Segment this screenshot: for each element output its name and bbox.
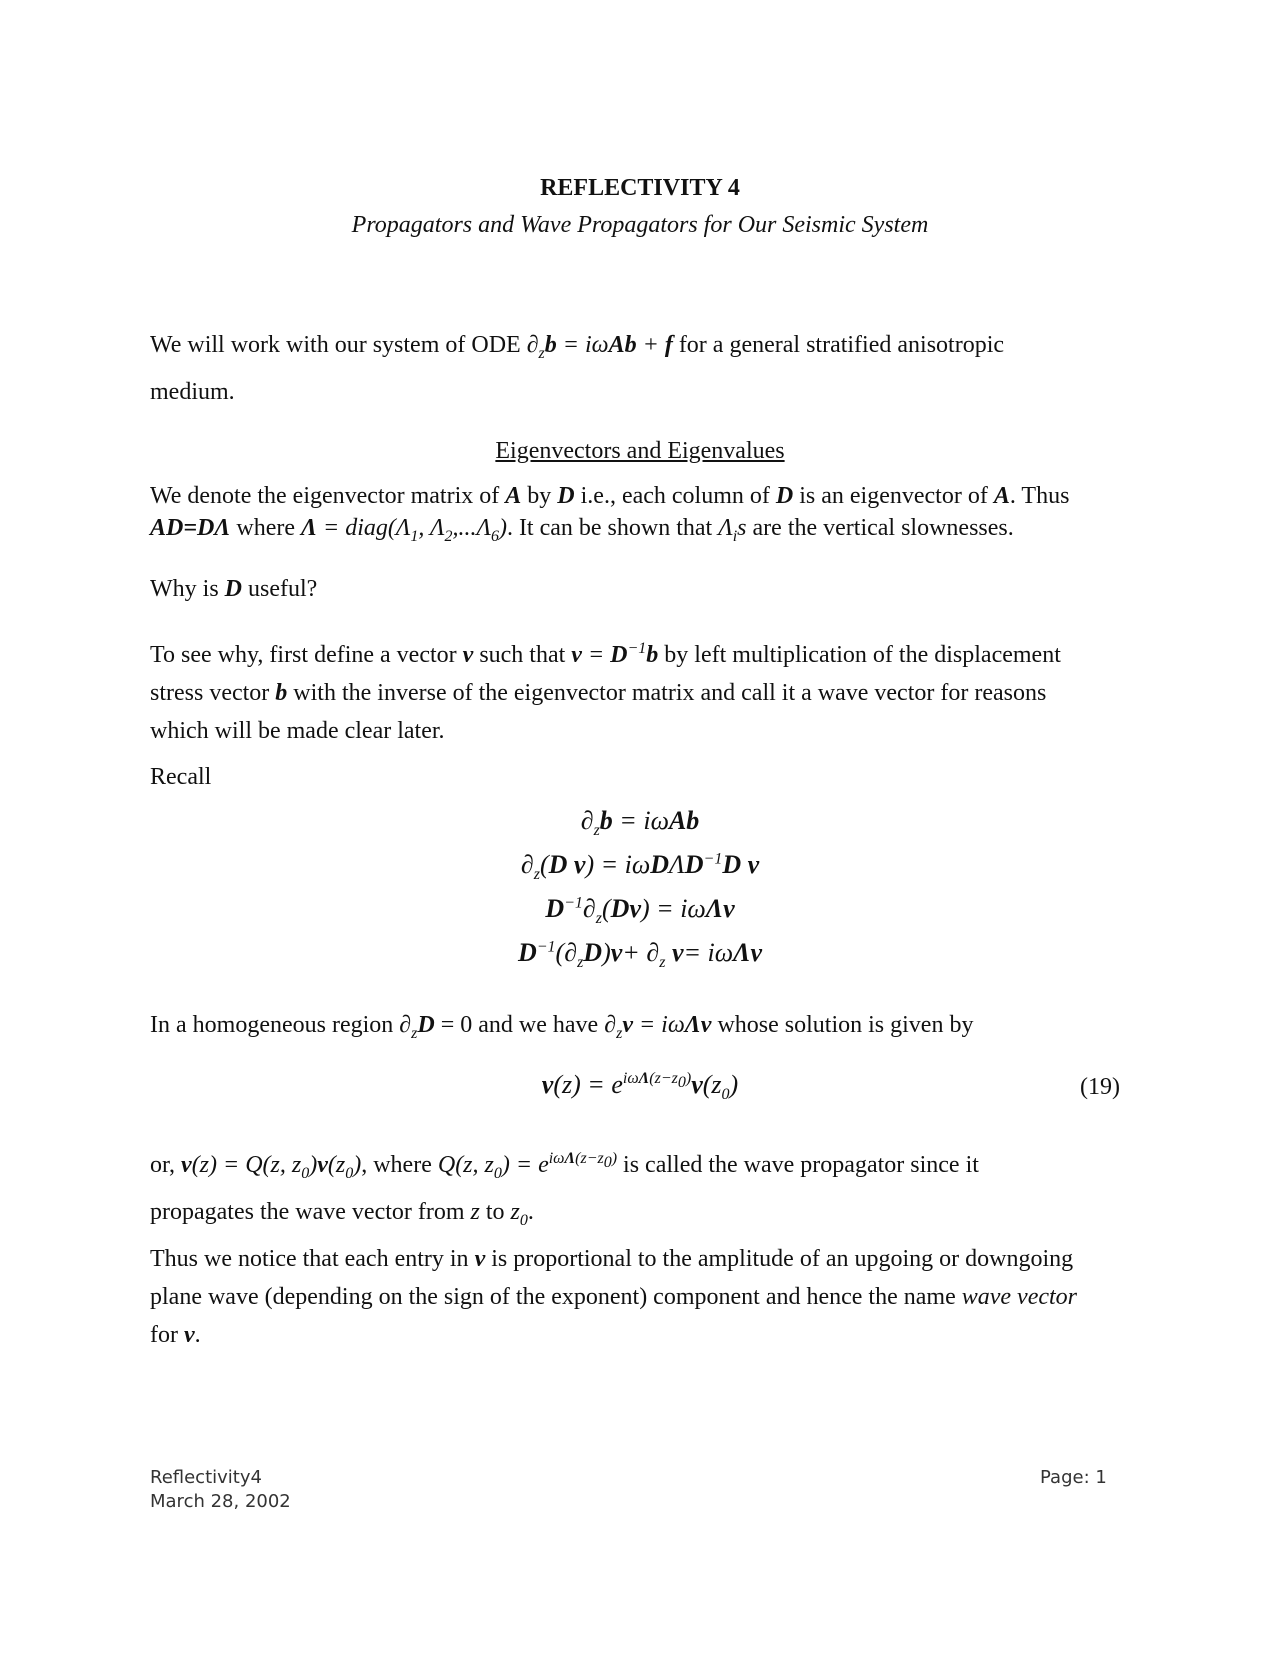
homogeneous-paragraph: In a homogeneous region $\partial_zD = 0$ and we have $\partial_zv = i\omega\Lambda v$ whose solution is given by	[150, 1012, 974, 1042]
ode-equation: $\partial_zb = i\omega Ab + f$	[526, 332, 673, 362]
recall-label: Recall	[150, 764, 212, 790]
intro-paragraph: We will work with our system of ODE $\partial_zb = i\omega Ab + f$ for a general stratified anisotropic medium.	[150, 332, 1005, 405]
wave-vector-definition: $v = D^{-1}b$	[571, 640, 659, 668]
wave-vector-paragraph: To see why, first define a vector v such that $v = D^{-1}b$ by left multiplication of the displacement stress vector b with the inverse of the eigenvector matrix and call it a wave vector for reasons which will be made clear later.	[150, 640, 1061, 744]
section-heading: Eigenvectors and Eigenvalues	[495, 438, 785, 464]
equation-19: $v(z) = e^{i\omega\Lambda(z-z_0)}v(z_0)$	[541, 1070, 739, 1104]
diag-equation: $\Lambda = diag(\Lambda_1$, $\Lambda_2,...\Lambda_6$)	[301, 515, 507, 545]
page-subtitle: Propagators and Wave Propagators for Our Seismic System	[351, 212, 929, 238]
footer-left	[150, 1466, 291, 1514]
equation-recall-2: $\partial_z(D$ v) = iωDΛD$^{-1}$D v	[520, 850, 760, 884]
why-paragraph: Why is D useful?	[150, 576, 318, 602]
equation-number: (19)	[1080, 1074, 1120, 1100]
eigen-paragraph: We denote the eigenvector matrix of A by D i.e., each column of D is an eigenvector of A. Thus AD=DΛ where $\Lambda = diag(\Lambda_1$, $\Lambda_2,...\Lambda_6$). It can be shown that $\Lambda_is$ are the vertical slownesses.	[150, 483, 1070, 545]
equation-recall-3: $D^{-1}\partial_z(Dv) = i\omega\Lambda v$	[545, 894, 735, 928]
conclusion-paragraph: Thus we notice that each entry in v is proportional to the amplitude of an upgoing or downgoing plane wave (depending on the sign of the exponent) component and hence the name wave vector for v.	[150, 1246, 1078, 1348]
footer-page-number: Page: 1	[1040, 1467, 1107, 1488]
equation-recall-4: $D^{-1}(\partial_zD)v+ \partial_z$ v= iωΛv	[517, 938, 763, 972]
propagator-paragraph: or, v(z) = Q(z, $z_0)v(z_0)$, where Q(z, $z_0) = e^{i\omega\Lambda(z-z_0)}$ is called the wave propagator since it propagates the wave vector from z to $z_0$.	[150, 1150, 979, 1229]
equation-recall-1: $\partial_zb = i\omega Ab$	[580, 806, 700, 840]
footer-doc-name: Reflectivity4	[150, 1467, 262, 1488]
footer-date: March 28, 2002	[150, 1491, 291, 1512]
page-title: REFLECTIVITY 4	[540, 175, 740, 201]
